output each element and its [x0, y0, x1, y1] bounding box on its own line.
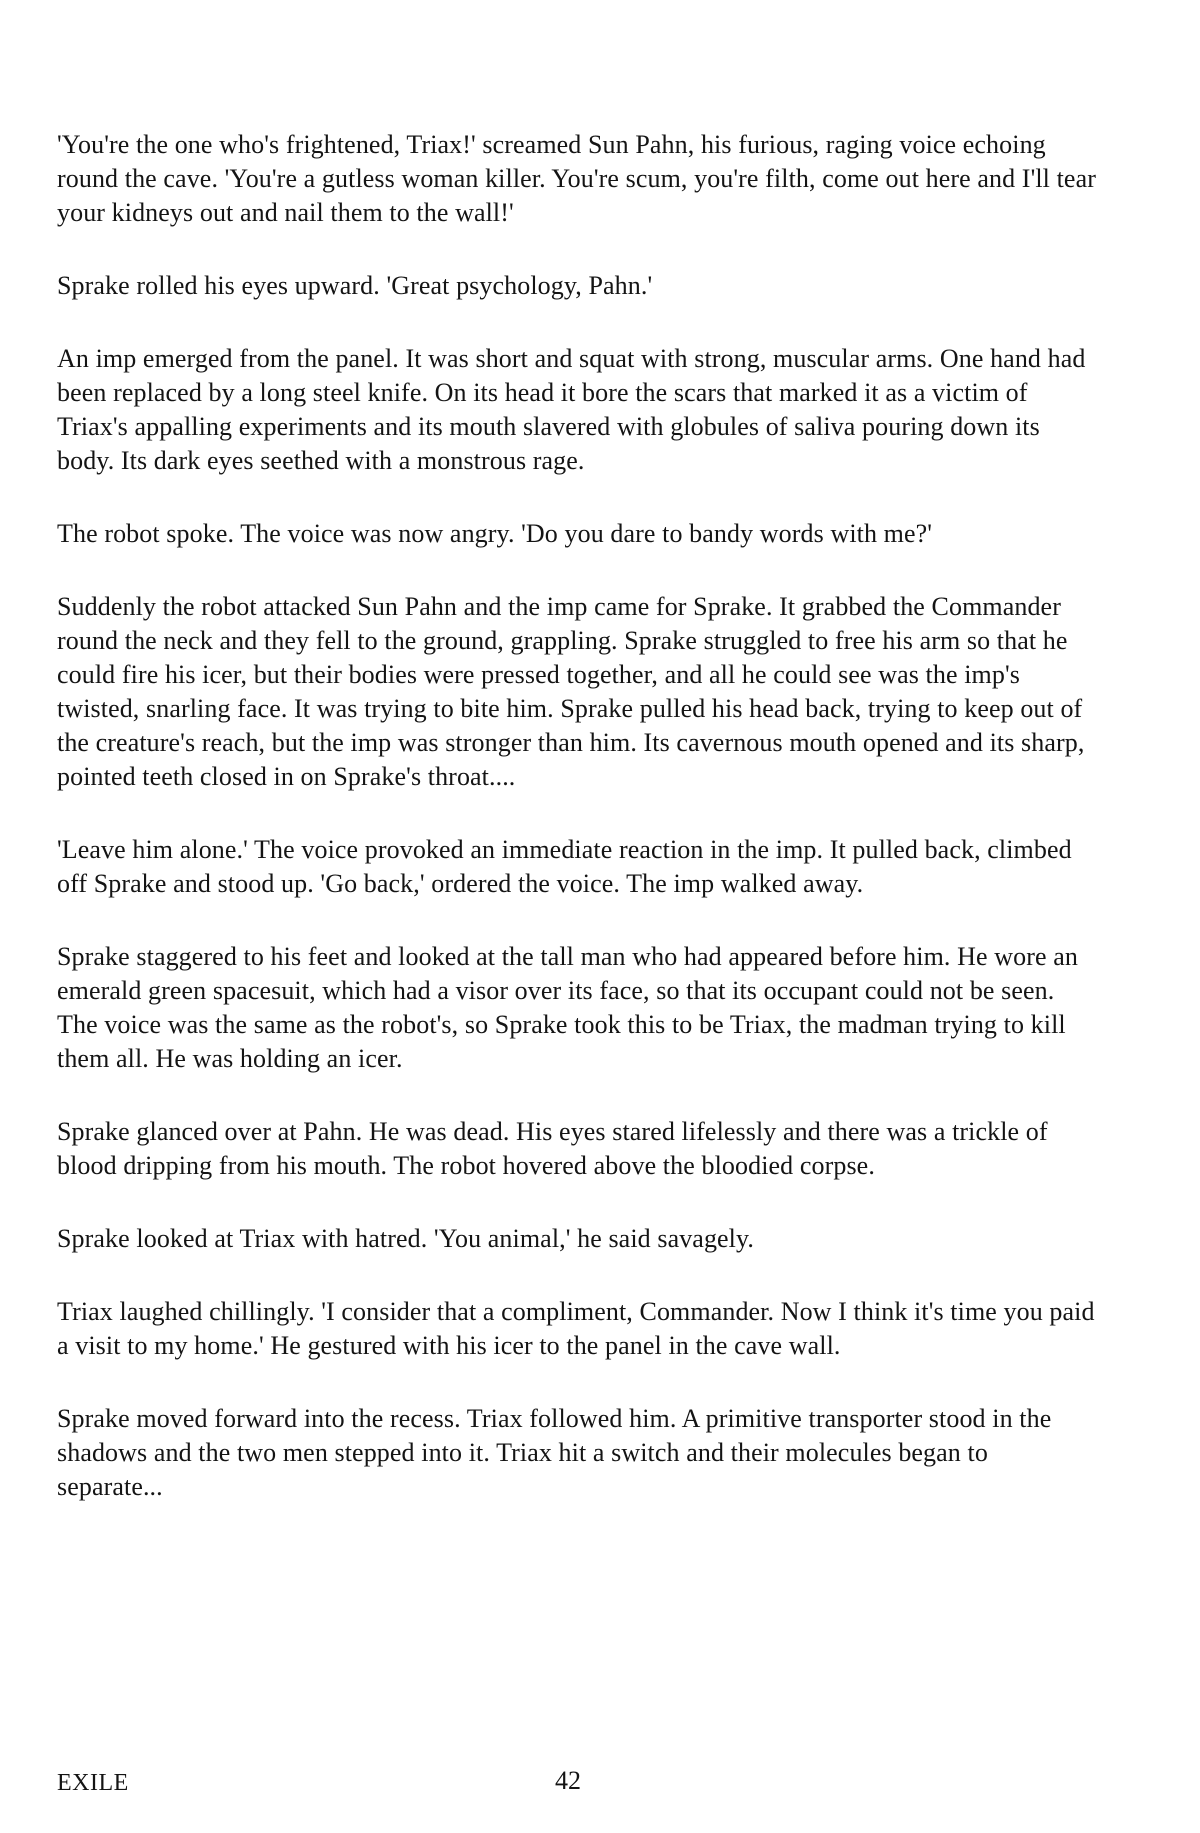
- paragraph-8: Sprake glanced over at Pahn. He was dead. His eyes stared lifelessly and there was a trickle of blood dripping from his mouth. The robot hovered above the bloodied corpse.: [57, 1117, 1048, 1180]
- paragraph-4: The robot spoke. The voice was now angry. 'Do you dare to bandy words with me?': [57, 519, 933, 548]
- footer-book-title: EXILE: [57, 1770, 129, 1796]
- paragraph-11: Sprake moved forward into the recess. Triax followed him. A primitive transporter stood in the shadows and the two men stepped into it. Triax hit a switch and their molecules began to separate...: [57, 1404, 1052, 1501]
- paragraph-2: Sprake rolled his eyes upward. 'Great psychology, Pahn.': [57, 271, 653, 300]
- paragraph-10: Triax laughed chillingly. 'I consider that a compliment, Commander. Now I think it's time you paid a visit to my home.' He gestured with his icer to the panel in the cave wall.: [57, 1297, 1095, 1360]
- page-body: [57, 128, 1097, 1543]
- footer-page-number: 42: [555, 1766, 581, 1795]
- paragraph-9: Sprake looked at Triax with hatred. 'You animal,' he said savagely.: [57, 1224, 755, 1253]
- paragraph-7: Sprake staggered to his feet and looked at the tall man who had appeared before him. He wore an emerald green spacesuit, which had a visor over its face, so that its occupant could not be seen. The voice was the same as the robot's, so Sprake took this to be Triax, the madman trying to kill them all. He was holding an icer.: [57, 942, 1078, 1073]
- paragraph-1: 'You're the one who's frightened, Triax!' screamed Sun Pahn, his furious, raging voice echoing round the cave. 'You're a gutless woman killer. You're scum, you're filth, come out here and I'll tear your kidneys out and nail them to the wall!': [57, 130, 1096, 227]
- paragraph-6: 'Leave him alone.' The voice provoked an immediate reaction in the imp. It pulled back, climbed off Sprake and stood up. 'Go back,' ordered the voice. The imp walked away.: [57, 835, 1072, 898]
- paragraph-3: An imp emerged from the panel. It was short and squat with strong, muscular arms. One hand had been replaced by a long steel knife. On its head it bore the scars that marked it as a victim of Triax's appalling experiments and its mouth slavered with globules of saliva pouring down its body. Its dark eyes seethed with a monstrous rage.: [57, 344, 1086, 475]
- paragraph-5: Suddenly the robot attacked Sun Pahn and the imp came for Sprake. It grabbed the Commander round the neck and they fell to the ground, grappling. Sprake struggled to free his arm so that he could fire his icer, but their bodies were pressed together, and all he could see was the imp's twisted, snarling face. It was trying to bite him. Sprake pulled his head back, trying to keep out of the creature's reach, but the imp was stronger than him. Its cavernous mouth opened and its sharp, pointed teeth closed in on Sprake's throat....: [57, 592, 1085, 791]
